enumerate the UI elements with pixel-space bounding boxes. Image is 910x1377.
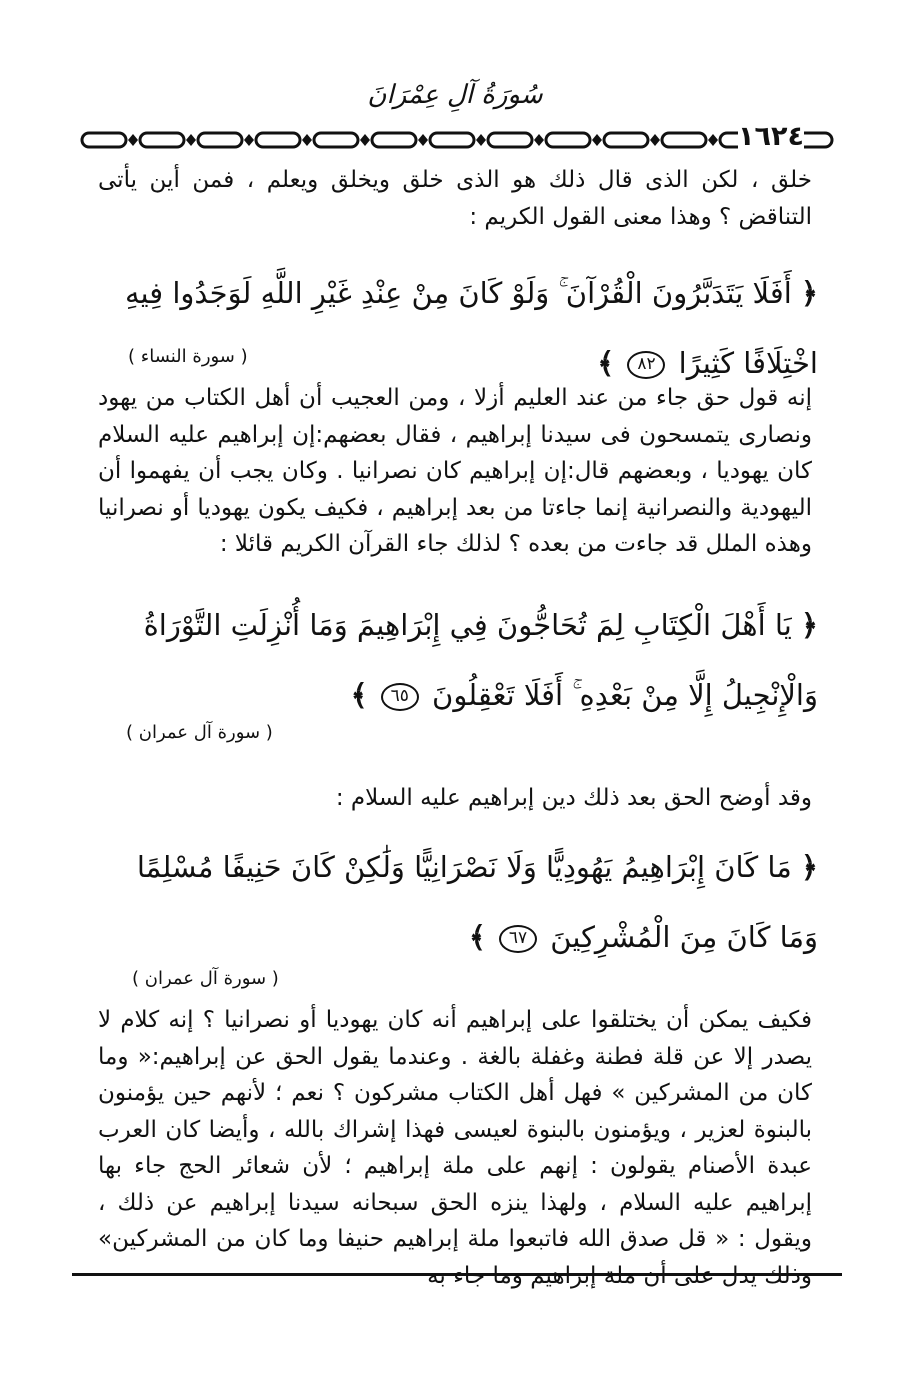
ayah-number-badge: ٦٧ (499, 925, 537, 953)
paragraph-1: خلق ، لكن الذى قال ذلك هو الذى خلق ويخلق ويعلم ، فمن أين يأتى التناقض ؟ وهذا معنى القول الكريم : (98, 167, 812, 230)
paragraph-4: فكيف يمكن أن يختلقوا على إبراهيم أنه كان يهوديا أو نصرانيا ؟ إنه كلام لا يصدر إلا عن قلة فطنة وغفلة بالغة . وعندما يقول الحق عن إبراهيم:« وما كان من المشركين » فهل أهل الكتاب مشركون ؟ نعم ؛ لأنهم حين يؤمنون بالبنوة لعزير ، ويؤمنون بالبنوة لعيسى فهذا إشراك بالله ، وأيضا كان العرب عبدة الأصنام يقولون : إنهم على ملة إبراهيم ؛ لأن شعائر الحج جاء بها إبراهيم عليه السلام ، ولهذا ينزه الحق سبحانه سيدنا إبراهيم عن ذلك ، ويقول : « قل صدق الله فاتبعوا ملة إبراهيم حنيفا وما كان من المشركين» (98, 1007, 812, 1252)
verse-text: يَا أَهْلَ الْكِتَابِ لِمَ تُحَاجُّونَ فِي إِبْرَاهِيمَ وَمَا أُنْزِلَتِ التَّوْرَاةُ وَالْإِنْجِيلُ إِلَّا مِنْ بَعْدِهِ ۚ أَفَلَا تَعْقِلُونَ (143, 608, 818, 712)
surah-title: سُورَةُ آلِ عِمْرَانَ (367, 80, 543, 110)
verse-open-bracket: ﴿ (801, 850, 818, 884)
quran-verse-2 (100, 590, 818, 730)
quran-verse-3 (100, 832, 818, 972)
ayah-number-badge: ٨٢ (627, 351, 665, 379)
verse-close-bracket: ﴾ (350, 678, 368, 712)
paragraph-3: وقد أوضح الحق بعد ذلك دين إبراهيم عليه السلام : (335, 785, 812, 811)
ayah-number-badge: ٦٥ (381, 683, 419, 711)
bottom-rule (72, 1273, 842, 1276)
paragraph-2: إنه قول حق جاء من عند العليم أزلا ، ومن العجيب أن أهل الكتاب من يهود ونصارى يتمسحون فى سيدنا إبراهيم ، فقال بعضهم:إن إبراهيم عليه السلام كان يهوديا ، وبعضهم قال:إن إبراهيم كان نصرانيا . وكان يجب أن يفهموا أن اليهودية والنصرانية إنما جاءتا من بعد إبراهيم ، فكيف يكون يهوديا أو نصرانيا وهذه الملل قد جاءت من بعده ؟ لذلك جاء القرآن الكريم قائلا : (98, 385, 812, 557)
verse-text: مَا كَانَ إِبْرَاهِيمُ يَهُودِيًّا وَلَا نَصْرَانِيًّا وَلَٰكِنْ كَانَ حَنِيفًا مُسْلِمًا وَمَا كَانَ مِنَ الْمُشْرِكِينَ (136, 850, 818, 954)
verse-open-bracket: ﴿ (801, 276, 818, 310)
verse-close-bracket: ﴾ (597, 346, 615, 380)
quran-verse-1 (100, 258, 818, 398)
verse-close-bracket: ﴾ (468, 920, 486, 954)
page-number: ١٦٢٤ (738, 121, 804, 155)
verse-open-bracket: ﴿ (801, 608, 818, 642)
verse-source-2: ( سورة آل عمران ) (126, 722, 273, 743)
ornamental-border (78, 128, 838, 152)
verse-text: أَفَلَا يَتَدَبَّرُونَ الْقُرْآنَ ۚ وَلَوْ كَانَ مِنْ عِنْدِ غَيْرِ اللَّهِ لَوَجَدُوا فِيهِ اخْتِلَافًا كَثِيرًا (124, 276, 818, 380)
verse-source-3: ( سورة آل عمران ) (132, 968, 279, 989)
verse-source-1: ( سورة النساء ) (128, 346, 248, 367)
